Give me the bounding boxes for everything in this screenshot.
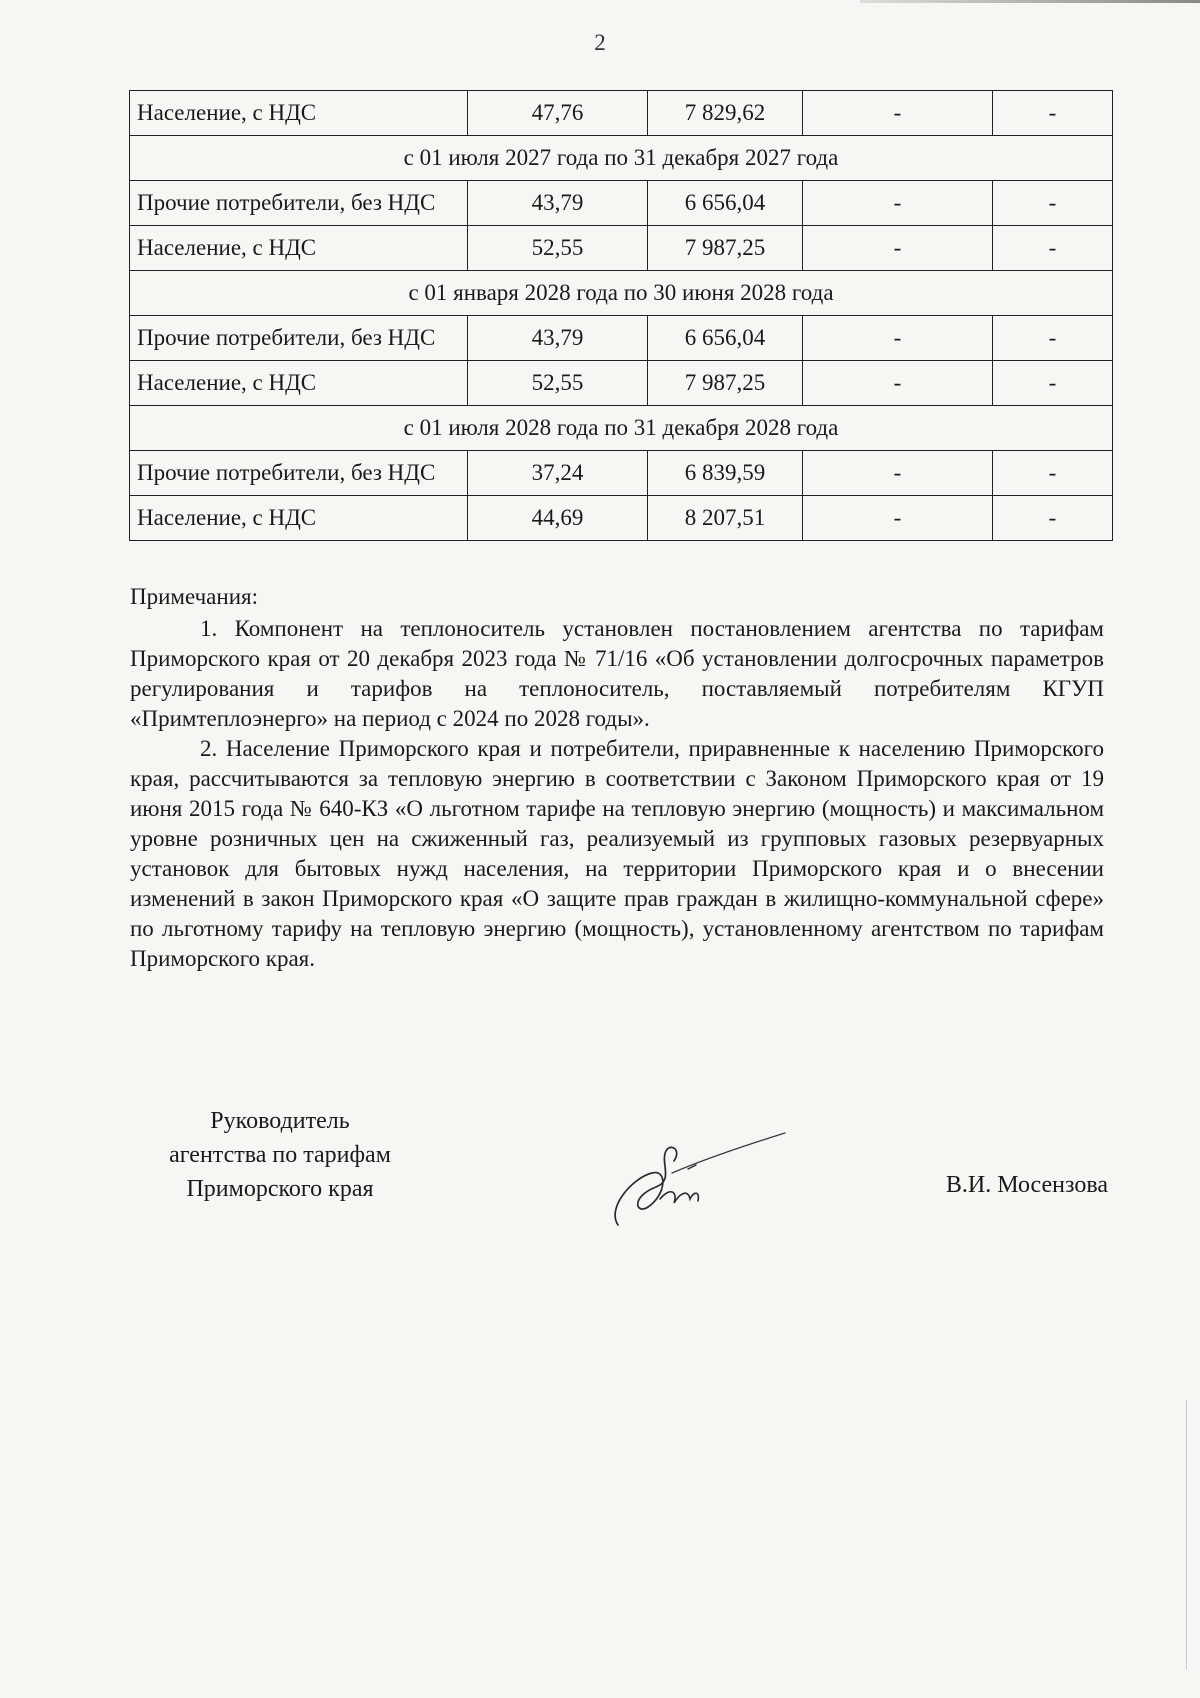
tariff-value-cell: 44,69 xyxy=(468,496,648,541)
table-row xyxy=(130,361,1113,406)
consumer-category-cell: Население, с НДС xyxy=(130,496,468,541)
table-row xyxy=(130,226,1113,271)
period-row xyxy=(130,136,1113,181)
signatory-position-line: Руководитель xyxy=(210,1108,350,1134)
table-row xyxy=(130,316,1113,361)
tariff-value-cell: - xyxy=(993,181,1113,226)
tariff-value-cell: - xyxy=(993,226,1113,271)
tariff-value-cell: - xyxy=(993,91,1113,136)
signatory-name: В.И. Мосензова xyxy=(945,1172,1108,1198)
tariff-value-cell: 43,79 xyxy=(468,181,648,226)
page-number: 2 xyxy=(594,30,606,55)
notes-section xyxy=(130,582,1104,974)
tariff-value-cell: 6 839,59 xyxy=(648,451,803,496)
tariff-value-cell: - xyxy=(803,316,993,361)
tariff-value-cell: 7 987,25 xyxy=(648,361,803,406)
tariff-value-cell: 43,79 xyxy=(468,316,648,361)
consumer-category-cell: Прочие потребители, без НДС xyxy=(130,181,468,226)
tariff-table xyxy=(129,90,1113,541)
tariff-value-cell: 7 829,62 xyxy=(648,91,803,136)
table-row xyxy=(130,451,1113,496)
tariff-value-cell: 52,55 xyxy=(468,361,648,406)
tariff-value-cell: - xyxy=(803,451,993,496)
tariff-value-cell: 6 656,04 xyxy=(648,316,803,361)
consumer-category-cell: Прочие потребители, без НДС xyxy=(130,316,468,361)
tariff-value-cell: - xyxy=(993,316,1113,361)
table-row xyxy=(130,91,1113,136)
consumer-category-cell: Население, с НДС xyxy=(130,361,468,406)
period-row xyxy=(130,406,1113,451)
notes-title: Примечания: xyxy=(130,584,258,609)
tariff-value-cell: - xyxy=(803,496,993,541)
period-row xyxy=(130,271,1113,316)
tariff-value-cell: 7 987,25 xyxy=(648,226,803,271)
tariff-value-cell: 37,24 xyxy=(468,451,648,496)
tariff-value-cell: - xyxy=(803,226,993,271)
tariff-value-cell: 47,76 xyxy=(468,91,648,136)
handwritten-signature xyxy=(600,1125,800,1235)
signatory-position-line: агентства по тарифам xyxy=(169,1142,391,1168)
tariff-value-cell: - xyxy=(993,451,1113,496)
table-row xyxy=(130,181,1113,226)
period-label: с 01 января 2028 года по 30 июня 2028 года xyxy=(130,271,1113,316)
signatory-position xyxy=(135,1104,425,1206)
tariff-value-cell: 6 656,04 xyxy=(648,181,803,226)
consumer-category-cell: Прочие потребители, без НДС xyxy=(130,451,468,496)
tariff-value-cell: - xyxy=(993,496,1113,541)
consumer-category-cell: Население, с НДС xyxy=(130,226,468,271)
tariff-value-cell: - xyxy=(803,91,993,136)
tariff-value-cell: 52,55 xyxy=(468,226,648,271)
tariff-value-cell: - xyxy=(803,181,993,226)
tariff-value-cell: - xyxy=(993,361,1113,406)
tariff-table-body xyxy=(130,91,1113,541)
period-label: с 01 июля 2028 года по 31 декабря 2028 года xyxy=(130,406,1113,451)
consumer-category-cell: Население, с НДС xyxy=(130,91,468,136)
scan-edge-mark xyxy=(860,0,1200,3)
note-item-1: 1. Компонент на теплоноситель установлен постановлением агентства по тарифам Приморского края от 20 декабря 2023 года № 71/16 «Об установлении долгосрочных параметров регулирования и тарифов на теплоноситель, поставляемый потребителям КГУП «Примтеплоэнерго» на период с 2024 по 2028 годы». xyxy=(130,616,1104,731)
note-item-2: 2. Население Приморского края и потребители, приравненные к населению Приморского края, рассчитываются за тепловую энергию в соответствии с Законом Приморского края от 19 июня 2015 года № 640-КЗ «О льготном тарифе на тепловую энергию (мощность) и максимальном уровне розничных цен на сжиженный газ, реализуемый из групповых газовых резервуарных установок для бытовых нужд населения, на территории Приморского края и о внесении изменений в закон Приморского края «О защите прав граждан в жилищно-коммунальной сфере» по льготному тарифу на тепловую энергию (мощность), установленному агентством по тарифам Приморского края. xyxy=(130,736,1104,971)
table-row xyxy=(130,496,1113,541)
signatory-position-line: Приморского края xyxy=(186,1176,374,1202)
tariff-value-cell: 8 207,51 xyxy=(648,496,803,541)
scan-edge-mark-right xyxy=(1186,1400,1187,1670)
period-label: с 01 июля 2027 года по 31 декабря 2027 года xyxy=(130,136,1113,181)
tariff-value-cell: - xyxy=(803,361,993,406)
